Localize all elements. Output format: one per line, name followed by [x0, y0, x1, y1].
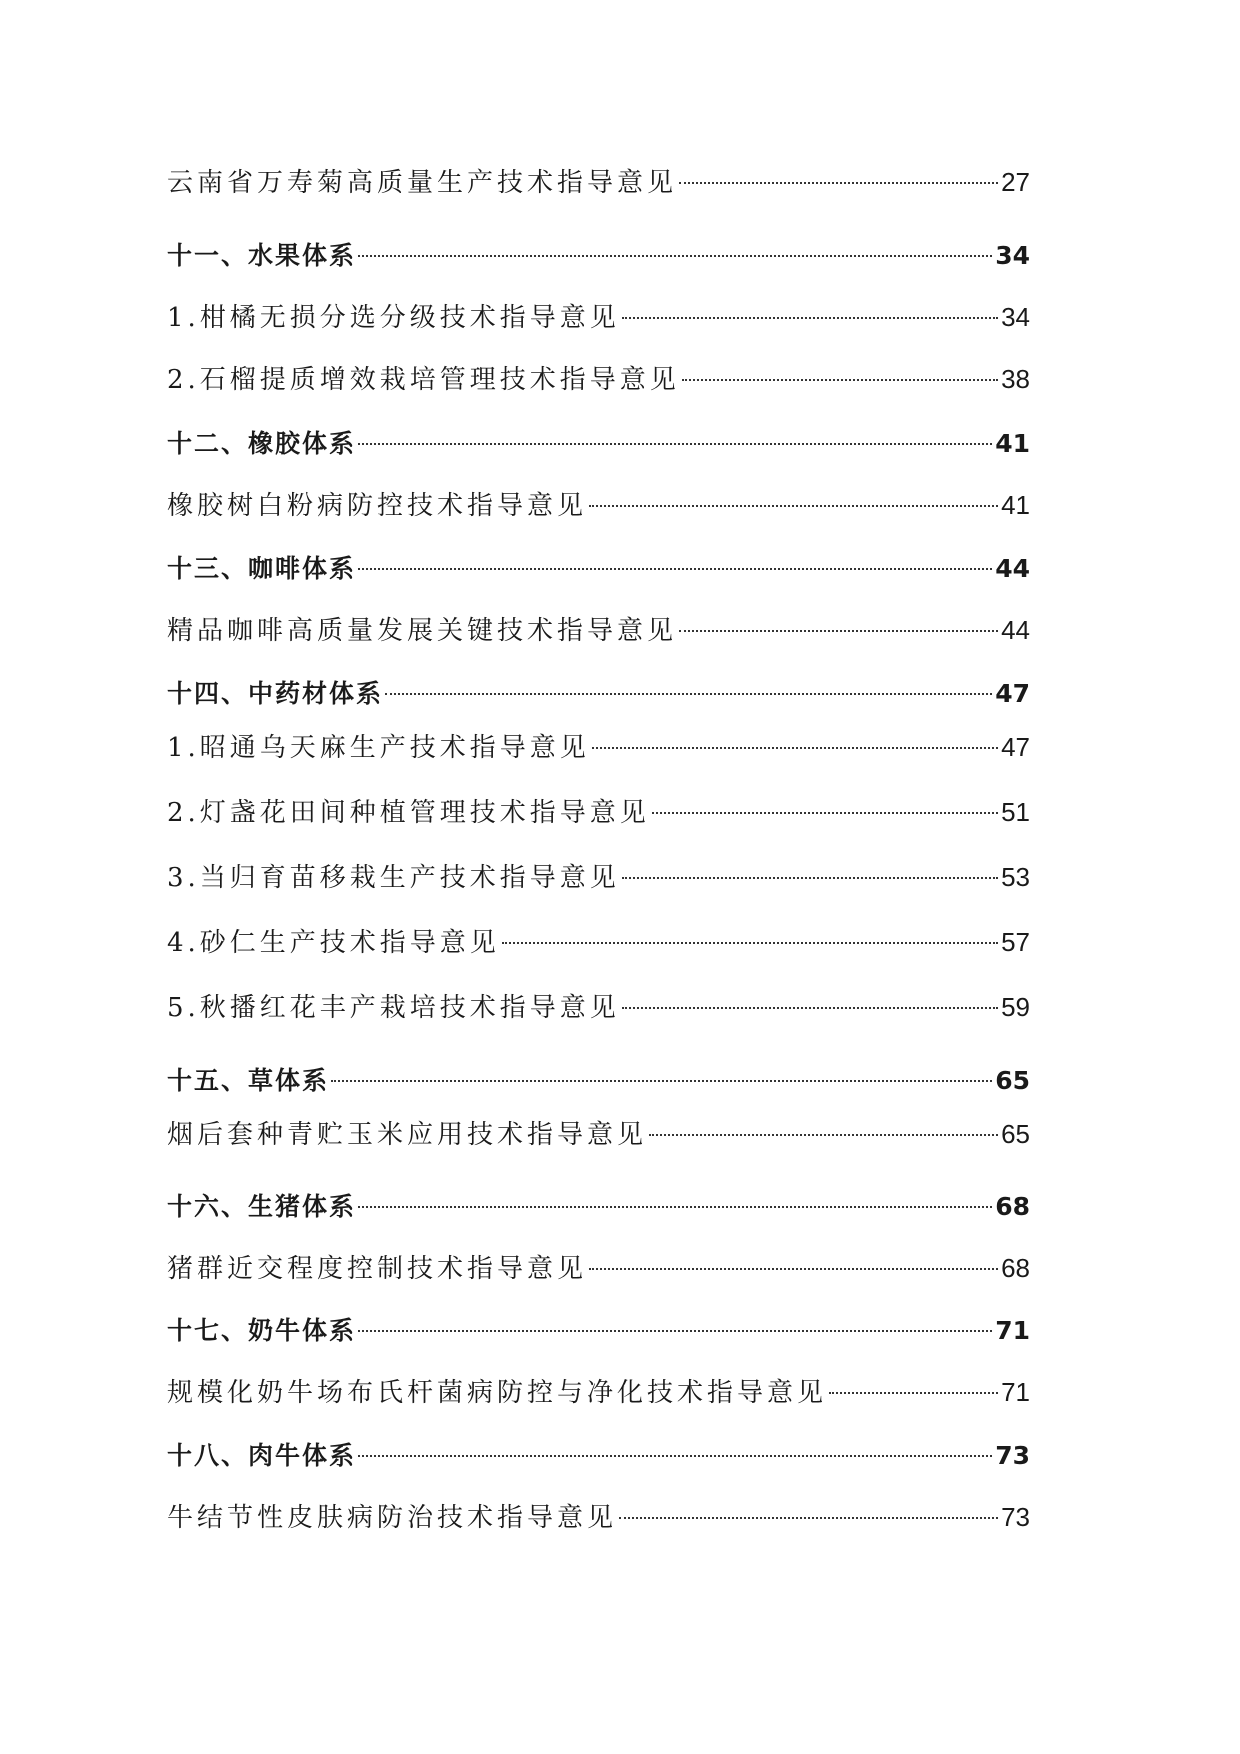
toc-page-number: 44 [1001, 615, 1030, 645]
toc-section-title: 十八、肉牛体系 [167, 1441, 357, 1470]
dot-leader [622, 317, 998, 319]
toc-entry[interactable] [167, 1248, 1030, 1292]
dot-leader [589, 505, 998, 507]
toc-page-number: 68 [995, 1192, 1030, 1221]
toc-entry[interactable] [167, 610, 1030, 654]
dot-leader [649, 1134, 998, 1136]
toc-page-number: 34 [995, 241, 1030, 270]
toc-entry[interactable] [167, 792, 1030, 836]
toc-entry-title: 烟后套种青贮玉米应用技术指导意见 [167, 1120, 648, 1150]
toc-section-heading[interactable] [167, 1436, 1030, 1480]
dot-leader [358, 443, 992, 445]
toc-section-title: 十二、橡胶体系 [167, 429, 357, 458]
toc-section-heading[interactable] [167, 424, 1030, 468]
toc-entry[interactable] [167, 359, 1030, 403]
toc-page-number: 57 [1001, 927, 1030, 957]
toc-page-number: 44 [995, 554, 1030, 583]
dot-leader [679, 630, 998, 632]
dot-leader [829, 1392, 998, 1394]
toc-entry[interactable] [167, 857, 1030, 901]
dot-leader [622, 877, 998, 879]
toc-page-number: 65 [1001, 1119, 1030, 1149]
dot-leader [592, 747, 998, 749]
toc-entry[interactable] [167, 1372, 1030, 1416]
dot-leader [502, 942, 998, 944]
toc-entry[interactable] [167, 987, 1030, 1031]
dot-leader [622, 1007, 998, 1009]
toc-section-title: 十三、咖啡体系 [167, 554, 357, 583]
dot-leader [358, 255, 992, 257]
dot-leader [679, 182, 998, 184]
toc-section-title: 十一、水果体系 [167, 241, 357, 270]
toc-entry-title: 1.柑橘无损分选分级技术指导意见 [167, 303, 620, 333]
toc-entry-title: 橡胶树白粉病防控技术指导意见 [167, 491, 588, 521]
dot-leader [358, 1330, 992, 1332]
toc-section-title: 十六、生猪体系 [167, 1192, 357, 1221]
toc-section-heading[interactable] [167, 1061, 1030, 1105]
toc-entry-title: 1.昭通乌天麻生产技术指导意见 [167, 733, 590, 763]
toc-section-title: 十五、草体系 [167, 1066, 330, 1095]
toc-page-number: 34 [1001, 302, 1030, 332]
dot-leader [358, 568, 992, 570]
toc-section-heading[interactable] [167, 1187, 1030, 1231]
toc-entry[interactable] [167, 162, 1030, 206]
toc-entry-title: 3.当归育苗移栽生产技术指导意见 [167, 863, 620, 893]
toc-page-number: 41 [1001, 490, 1030, 520]
toc-page-number: 47 [1001, 732, 1030, 762]
toc-entry[interactable] [167, 727, 1030, 771]
toc-page-number: 71 [1001, 1377, 1030, 1407]
toc-entry-title: 精品咖啡高质量发展关键技术指导意见 [167, 616, 678, 646]
toc-page-number: 65 [995, 1066, 1030, 1095]
toc-page-number: 53 [1001, 862, 1030, 892]
toc-section-heading[interactable] [167, 1311, 1030, 1355]
toc-section-heading[interactable] [167, 549, 1030, 593]
toc-page-number: 38 [1001, 364, 1030, 394]
dot-leader [682, 379, 998, 381]
toc-page-number: 71 [995, 1316, 1030, 1345]
toc-entry-title: 5.秋播红花丰产栽培技术指导意见 [167, 993, 620, 1023]
toc-entry[interactable] [167, 297, 1030, 341]
toc-page-number: 73 [1001, 1502, 1030, 1532]
toc-entry[interactable] [167, 1114, 1030, 1158]
toc-entry-title: 牛结节性皮肤病防治技术指导意见 [167, 1503, 618, 1533]
toc-entry-title: 2.石榴提质增效栽培管理技术指导意见 [167, 365, 680, 395]
toc-page-number: 59 [1001, 992, 1030, 1022]
toc-entry-title: 云南省万寿菊高质量生产技术指导意见 [167, 168, 678, 198]
toc-entry-title: 2.灯盏花田间种植管理技术指导意见 [167, 798, 650, 828]
toc-page-number: 47 [995, 679, 1030, 708]
toc-entry[interactable] [167, 1497, 1030, 1541]
toc-page-number: 41 [995, 429, 1030, 458]
toc-entry-title: 规模化奶牛场布氏杆菌病防控与净化技术指导意见 [167, 1378, 828, 1408]
dot-leader [358, 1206, 992, 1208]
dot-leader [619, 1517, 998, 1519]
toc-page-number: 68 [1001, 1253, 1030, 1283]
dot-leader [652, 812, 998, 814]
dot-leader [385, 693, 992, 695]
toc-entry[interactable] [167, 485, 1030, 529]
toc-entry-title: 猪群近交程度控制技术指导意见 [167, 1254, 588, 1284]
toc-page-number: 73 [995, 1441, 1030, 1470]
dot-leader [331, 1080, 992, 1082]
toc-entry[interactable] [167, 922, 1030, 966]
toc-page-number: 51 [1001, 797, 1030, 827]
dot-leader [358, 1455, 992, 1457]
dot-leader [589, 1268, 998, 1270]
toc-page-number: 27 [1001, 167, 1030, 197]
toc-section-heading[interactable] [167, 674, 1030, 718]
toc-entry-title: 4.砂仁生产技术指导意见 [167, 928, 500, 958]
toc-section-title: 十七、奶牛体系 [167, 1316, 357, 1345]
toc-section-title: 十四、中药材体系 [167, 679, 384, 708]
toc-section-heading[interactable] [167, 236, 1030, 280]
